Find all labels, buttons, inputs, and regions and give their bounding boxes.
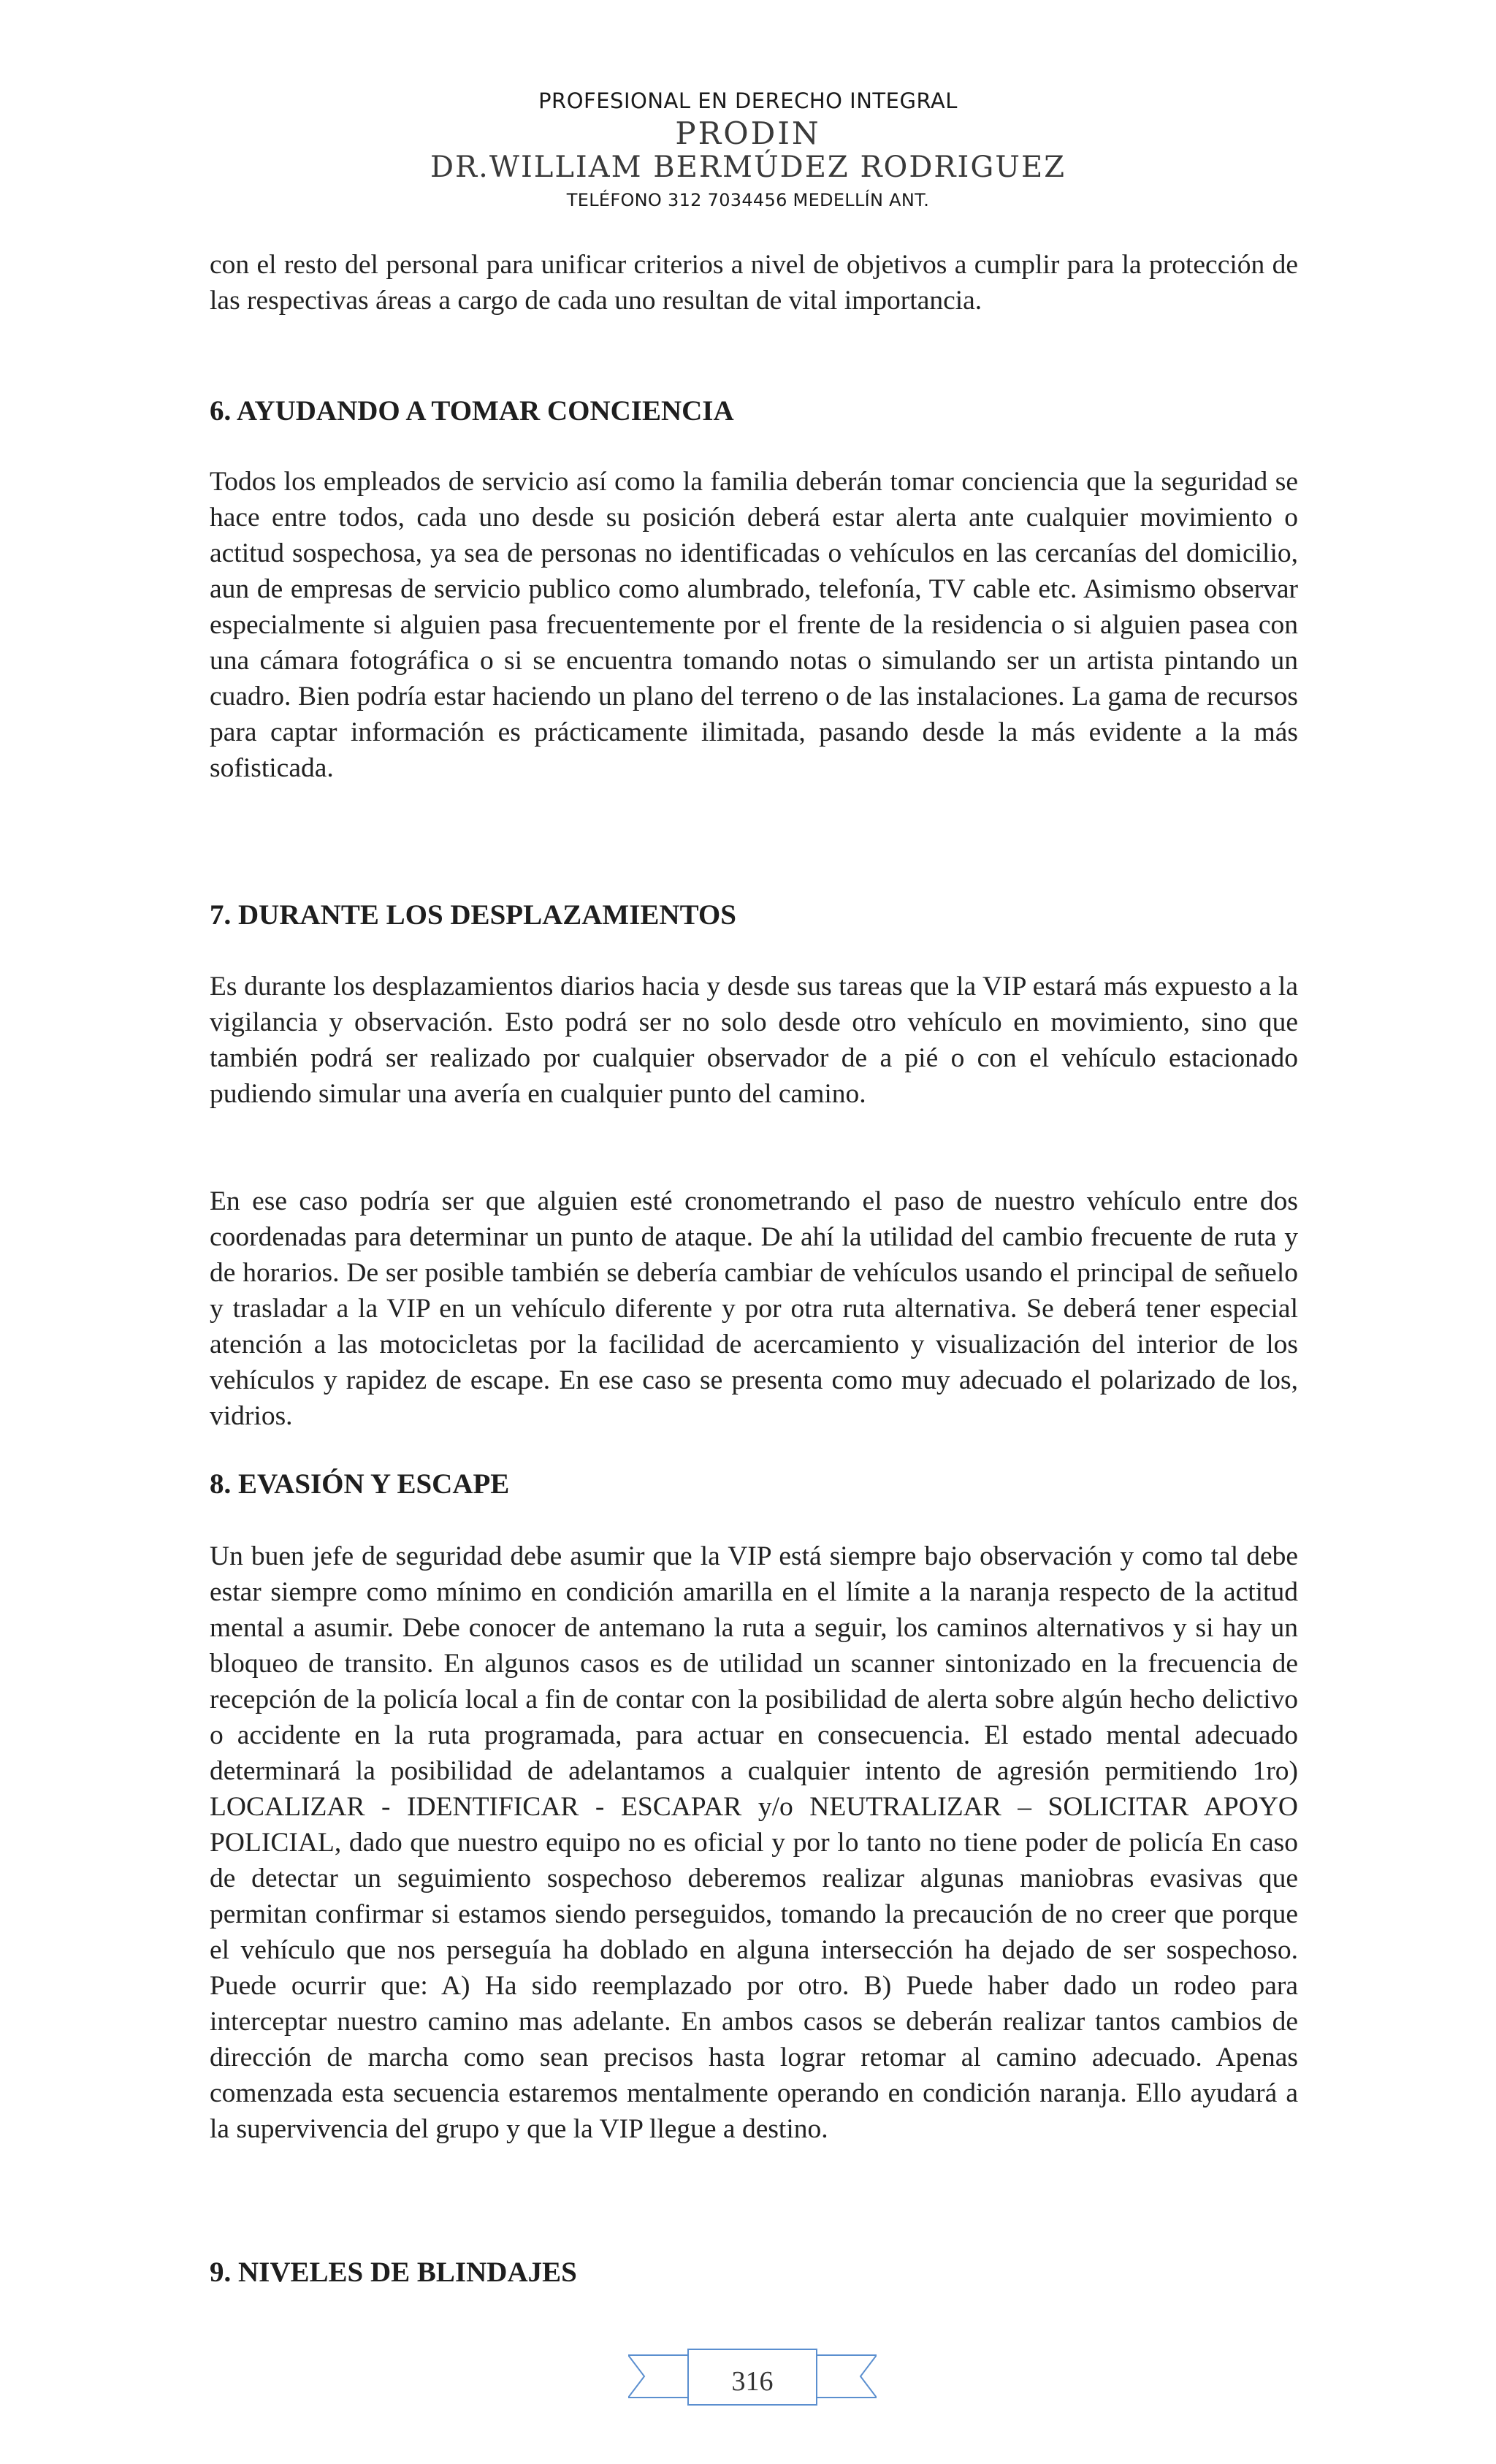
section-8-body <box>210 1538 1298 2147</box>
letterhead-contact: TELÉFONO 312 7034456 MEDELLÍN ANT. <box>566 190 930 210</box>
section-7 <box>210 897 1298 934</box>
letterhead-author: DR.WILLIAM BERMÚDEZ RODRIGUEZ <box>430 150 1066 184</box>
section-6-body <box>210 464 1298 786</box>
page-number-ribbon <box>628 2346 877 2419</box>
intro-paragraph: con el resto del personal para unificar criterios a nivel de objetivos a cumplir para la protección de las respectivas áreas a cargo de cada uno resultan de vital importancia. <box>210 250 1298 316</box>
letterhead-profession: PROFESIONAL EN DERECHO INTEGRAL <box>538 88 958 113</box>
letterhead <box>0 86 1496 213</box>
section-6-paragraph: Todos los empleados de servicio así como la familia deberán tomar conciencia que la seguridad se hace entre todos, cada uno desde su posición deberá estar alerta ante cualquier movimiento o actitud sospechosa, ya sea de personas no identificadas o vehículos en las cercanías del domicilio, aun de empresas de servicio publico como alumbrado, telefonía, TV cable etc. Asimismo observar especialmente si alguien pasa frecuentemente por el frente de la residencia o si alguien pasea con una cámara fotográfica o si se encuentra tomando notas o simulando ser un artista pintando un cuadro. Bien podría estar haciendo un plano del terreno o de las instalaciones. La gama de recursos para captar información es prácticamente ilimitada, pasando desde la más evidente a la más sofisticada. <box>210 467 1298 783</box>
letterhead-firm-name: PRODIN <box>675 115 821 151</box>
page-number: 316 <box>731 2366 774 2397</box>
section-8-heading: 8. EVASIÓN Y ESCAPE <box>210 1468 510 1500</box>
section-7-heading: 7. DURANTE LOS DESPLAZAMIENTOS <box>210 899 736 931</box>
section-6 <box>210 393 1298 430</box>
section-6-heading: 6. AYUDANDO A TOMAR CONCIENCIA <box>210 395 734 427</box>
section-9 <box>210 2254 1298 2291</box>
section-7-paragraph-1: Es durante los desplazamientos diarios hacia y desde sus tareas que la VIP estará más expuesto a la vigilancia y observación. Esto podrá ser no solo desde otro vehículo en movimiento, sino que también podrá ser realizado por cualquier observador de a pié o con el vehículo estacionado pudiendo simular una avería en cualquier punto del camino. <box>210 972 1298 1109</box>
section-9-heading: 9. NIVELES DE BLINDAJES <box>210 2257 577 2288</box>
section-7-paragraph-2: En ese caso podría ser que alguien esté cronometrando el paso de nuestro vehículo entre dos coordenadas para determinar un punto de ataque. De ahí la utilidad del cambio frecuente de ruta y de horarios. De ser posible también se debería cambiar de vehículos usando el principal de señuelo y trasladar a la VIP en un vehículo diferente y por otra ruta alternativa. Se deberá tener especial atención a las motocicletas por la facilidad de acercamiento y visualización del interior de los vehículos y rapidez de escape. En ese caso se presenta como muy adecuado el polarizado de los, vidrios. <box>210 1186 1298 1431</box>
intro-block <box>210 247 1298 319</box>
section-8 <box>210 1466 1298 1503</box>
section-8-paragraph: Un buen jefe de seguridad debe asumir que la VIP está siempre bajo observación y como tal debe estar siempre como mínimo en condición amarilla en el límite a la naranja respecto de la actitud mental a asumir. Debe conocer de antemano la ruta a seguir, los caminos alternativos y si hay un bloqueo de transito. En algunos casos es de utilidad un scanner sintonizado en la frecuencia de recepción de la policía local a fin de contar con la posibilidad de alerta sobre algún hecho delictivo o accidente en la ruta programada, para actuar en consecuencia. El estado mental adecuado determinará la posibilidad de adelantamos a cualquier intento de agresión permitiendo 1ro) LOCALIZAR - IDENTIFICAR - ESCAPAR y/o NEUTRALIZAR – SOLICITAR APOYO POLICIAL, dado que nuestro equipo no es oficial y por lo tanto no tiene poder de policía En caso de detectar un seguimiento sospechoso deberemos realizar algunas maniobras evasivas que permitan confirmar si estamos siendo perseguidos, tomando la precaución de no creer que porque el vehículo que nos perseguía ha doblado en alguna intersección ha dejado de ser sospechoso. Puede ocurrir que: A) Ha sido reemplazado por otro. B) Puede haber dado un rodeo para interceptar nuestro camino mas adelante. En ambos casos se deberán realizar tantos cambios de dirección de marcha como sean precisos hasta lograr retomar al camino adecuado. Apenas comenzada esta secuencia estaremos mentalmente operando en condición naranja. Ello ayudará a la supervivencia del grupo y que la VIP llegue a destino. <box>210 1541 1298 2144</box>
section-7-body-1 <box>210 969 1298 1112</box>
section-7-body-2 <box>210 1183 1298 1434</box>
